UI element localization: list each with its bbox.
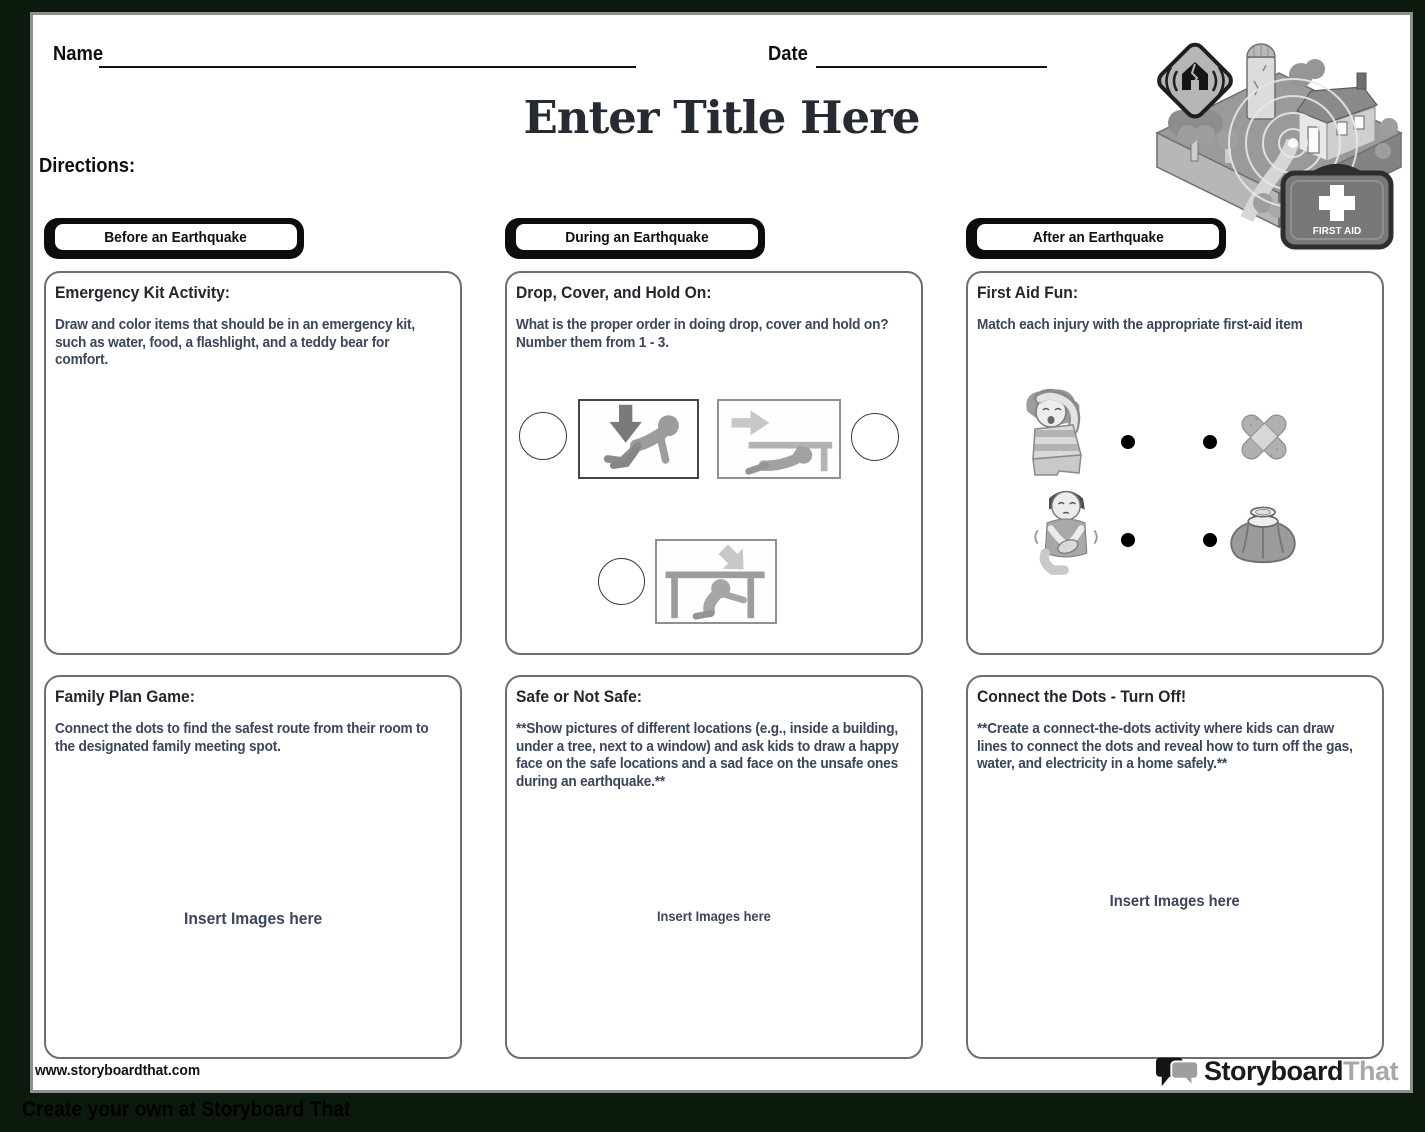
earthquake-scene-illustration [1151, 23, 1403, 251]
tab-after-earthquake [966, 218, 1226, 259]
tab-label: Before an Earthquake [104, 228, 248, 246]
logo-text: StoryboardThat [1203, 1055, 1398, 1086]
insert-images-placeholder[interactable]: Insert Images here [657, 908, 771, 924]
worksheet-page [30, 12, 1413, 1093]
activity-heading: Drop, Cover, and Hold On: [516, 283, 712, 302]
activity-heading: Connect the Dots - Turn Off! [977, 687, 1187, 706]
activity-instructions: **Show pictures of different locations (e.g., inside a building, under a tree, next to a window) and ask kids to draw a happy face on the safe locations and a sad face on the unsafe ones during an earthquake.** [516, 720, 899, 791]
answer-circle-3[interactable] [598, 558, 645, 605]
tab-during-earthquake [505, 218, 765, 259]
emergency-kit-activity-box [44, 271, 462, 655]
match-dot-right-1[interactable] [1203, 435, 1217, 449]
family-plan-game-box [44, 675, 462, 1059]
hold-on-pictogram [655, 539, 777, 624]
banner-text: Create your own at Storyboard That [22, 1098, 351, 1121]
injured-head-kid-icon [1017, 385, 1095, 477]
bandage-icon [1234, 408, 1294, 466]
drop-cover-hold-box [505, 271, 923, 655]
match-dot-left-1[interactable] [1121, 435, 1135, 449]
first-aid-fun-box [966, 271, 1384, 655]
activity-heading: Emergency Kit Activity: [55, 283, 231, 302]
match-dot-right-2[interactable] [1203, 533, 1217, 547]
storyboardthat-logo[interactable] [1156, 1051, 1398, 1091]
date-line[interactable] [816, 66, 1047, 68]
safe-or-not-safe-box [505, 675, 923, 1059]
activity-instructions: Connect the dots to find the safest route from their room to the designated family meeting spot. [55, 720, 429, 755]
date-label: Date [768, 43, 808, 65]
activity-heading: Safe or Not Safe: [516, 687, 643, 706]
activity-heading: First Aid Fun: [977, 283, 1079, 302]
name-line[interactable] [99, 66, 636, 68]
connect-the-dots-box [966, 675, 1384, 1059]
website-url[interactable]: www.storyboardthat.com [35, 1062, 201, 1079]
injured-leg-kid-icon [1032, 482, 1100, 577]
ice-pack-icon [1224, 498, 1302, 567]
activity-instructions: Draw and color items that should be in an emergency kit, such as water, food, a flashlight, and a teddy bear for comfort. [55, 316, 415, 369]
insert-images-placeholder[interactable]: Insert Images here [183, 909, 323, 928]
answer-circle-2[interactable] [851, 413, 899, 461]
svg-text:FIRST AID: FIRST AID [1312, 226, 1362, 237]
activity-instructions: What is the proper order in doing drop, cover and hold on? Number them from 1 - 3. [516, 316, 889, 351]
directions-label: Directions: [39, 155, 136, 177]
answer-circle-1[interactable] [519, 412, 567, 460]
right-arrow-icon [732, 411, 770, 436]
tab-label: After an Earthquake [1032, 228, 1164, 246]
speech-bubbles-icon [1156, 1051, 1200, 1091]
drop-pictogram [578, 399, 699, 479]
tab-label: During an Earthquake [565, 228, 709, 246]
name-label: Name [53, 43, 104, 65]
down-arrow-icon [610, 405, 642, 443]
cover-pictogram [717, 399, 841, 479]
insert-images-placeholder[interactable]: Insert Images here [1109, 893, 1241, 910]
match-dot-left-2[interactable] [1121, 533, 1135, 547]
activity-instructions: **Create a connect-the-dots activity where kids can draw lines to connect the dots and reveal how to turn off the gas, water, and electricity in a home safely.** [977, 720, 1353, 773]
tab-before-earthquake [44, 218, 304, 259]
first-aid-kit-icon [1283, 169, 1391, 247]
activity-heading: Family Plan Game: [55, 687, 195, 706]
page-title[interactable]: Enter Title Here [523, 91, 920, 144]
activity-instructions: Match each injury with the appropriate first-aid item [977, 316, 1303, 333]
